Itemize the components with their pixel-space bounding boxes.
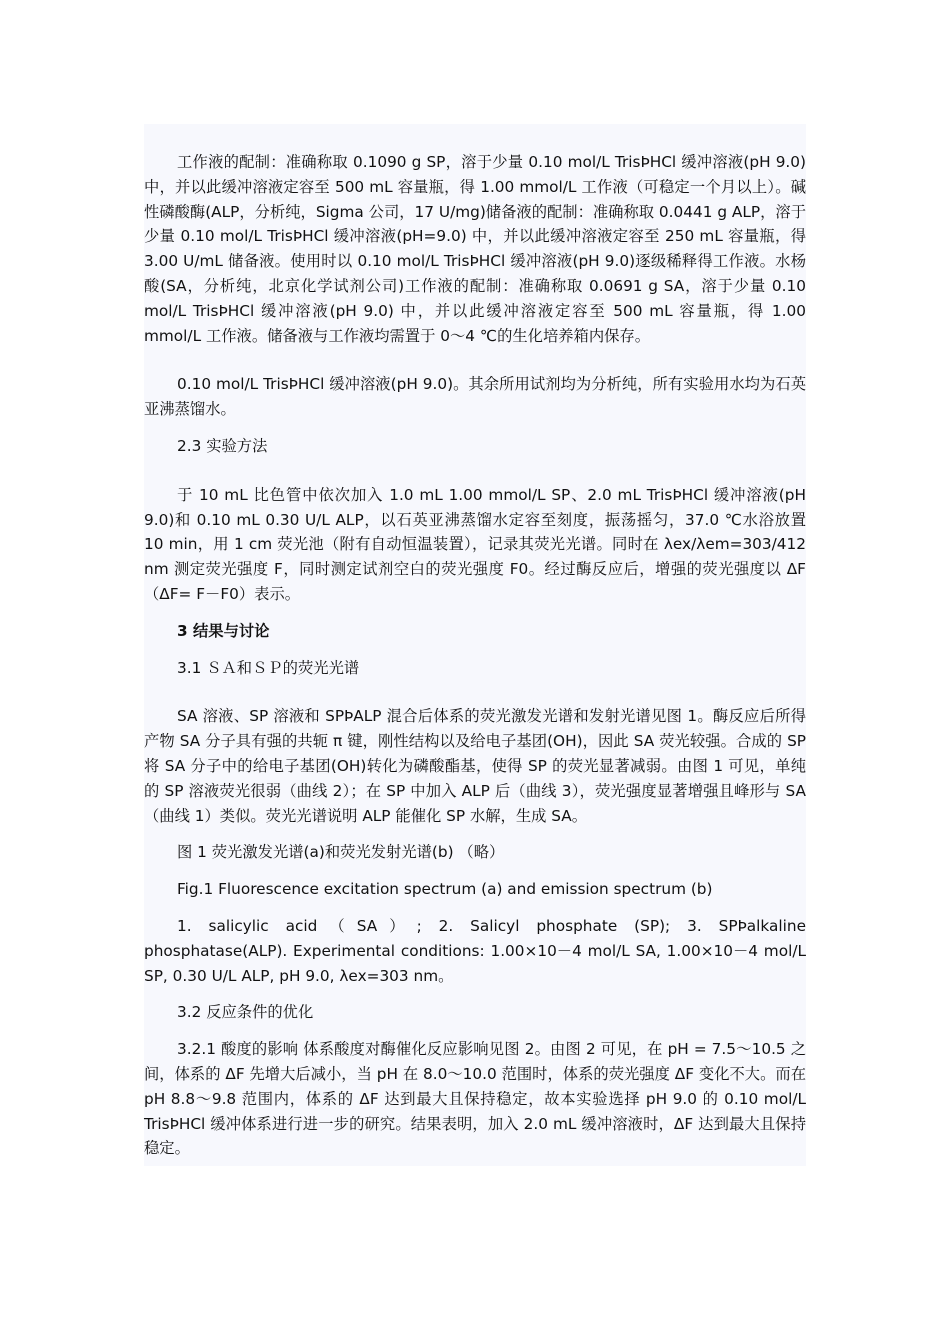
paragraph-working-solution: 工作液的配制：准确称取 0.1090 g SP，溶于少量 0.10 mol/L TrisÞHCl 缓冲溶液(pH 9.0)中，并以此缓冲溶液定容至 500 mL 容量瓶，得 1.00 mmol/L 工作液（可稳定一个月以上）。碱性磷酸酶(ALP，分析纯，Sigma 公司，17 U/mg)储备液的配制：准确称取 0.0441 g ALP，溶于少量 0.10 mol/L TrisÞHCl 缓冲溶液(pH=9.0) 中，并以此缓冲溶液定容至 250 mL 容量瓶，得 3.00 U/mL 储备液。使用时以 0.10 mol/L TrisÞHCl 缓冲溶液(pH 9.0)逐级稀释得工作液。水杨酸(SA，分析纯，北京化学试剂公司)工作液的配制：准确称取 0.0691 g SA，溶于少量 0.10 mol/L TrisÞHCl 缓冲溶液(pH 9.0) 中，并以此缓冲溶液定容至 500 mL 容量瓶，得 1.00 mmol/L 工作液。储备液与工作液均需置于 0～4 ℃的生化培养箱内保存。 xyxy=(144,153,806,345)
figure-legend: 1. salicylic acid（SA）; 2. Salicyl phosphate (SP); 3. SPÞalkaline phosphatase(ALP). Experimental conditions: 1.00×10－4 mol/L SA, 1.00×10－4 mol/L SP, 0.30 U/L ALP, pH 9.0, λex=303 nm。 xyxy=(144,916,806,985)
paragraph-acidity-effect: 3.2.1 酸度的影响 体系酸度对酶催化反应影响见图 2。由图 2 可见，在 pH = 7.5～10.5 之间，体系的 ΔF 先增大后减小，当 pH 在 8.0～10.0 范围时，体系的荧光强度 ΔF 变化不大。而在 pH 8.8～9.8 范围内，体系的 ΔF 达到最大且保持稳定，故本实验选择 pH 9.0 的 0.10 mol/L TrisÞHCl 缓冲体系进行进一步的研究。结果表明，加入 2.0 mL 缓冲溶液时，ΔF 达到最大且保持稳定。 xyxy=(144,1040,806,1158)
figure-caption-cn: 图 1 荧光激发光谱(a)和荧光发射光谱(b) （略） xyxy=(177,843,505,862)
section-heading-3-1: 3.1 ＳＡ和ＳＰ的荧光光谱 xyxy=(177,658,360,677)
paragraph-experimental-method: 于 10 mL 比色管中依次加入 1.0 mL 1.00 mmol/L SP、2.0 mL TrisÞHCl 缓冲溶液(pH 9.0)和 0.10 mL 0.30 U/L ALP，以石英亚沸蒸馏水定容至刻度，振荡摇匀，37.0 ℃水浴放置 10 min，用 1 cm 荧光池（附有自动恒温装置），记录其荧光光谱。同时在 λex/λem=303/412 nm 测定荧光强度 F，同时测定试剂空白的荧光强度 F0。经过酶反应后，增强的荧光强度以 ΔF（ΔF= F－F0）表示。 xyxy=(144,485,806,603)
paragraph-fluorescence-spectra: SA 溶液、SP 溶液和 SPÞALP 混合后体系的荧光激发光谱和发射光谱见图 1。酶反应后所得产物 SA 分子具有强的共轭 π 键，刚性结构以及给电子基团(OH)，因此 SA 荧光较强。合成的 SP 将 SA 分子中的给电子基团(OH)转化为磷酸酯基，使得 SP 的荧光显著减弱。由图 1 可见，单纯的 SP 溶液荧光很弱（曲线 2）；在 SP 中加入 ALP 后（曲线 3），荧光强度显著增强且峰形与 SA（曲线 1）类似。荧光光谱说明 ALP 能催化 SP 水解，生成 SA。 xyxy=(144,707,806,825)
document-page xyxy=(144,124,806,1166)
figure-caption-en: Fig.1 Fluorescence excitation spectrum (a) and emission spectrum (b) xyxy=(177,880,713,899)
section-heading-2-3: 2.3 实验方法 xyxy=(177,436,268,455)
paragraph-buffer: 0.10 mol/L TrisÞHCl 缓冲溶液(pH 9.0)。其余所用试剂均为分析纯，所有实验用水均为石英亚沸蒸馏水。 xyxy=(144,375,806,419)
section-heading-3-2: 3.2 反应条件的优化 xyxy=(177,1003,314,1022)
section-heading-3: 3 结果与讨论 xyxy=(177,621,270,640)
